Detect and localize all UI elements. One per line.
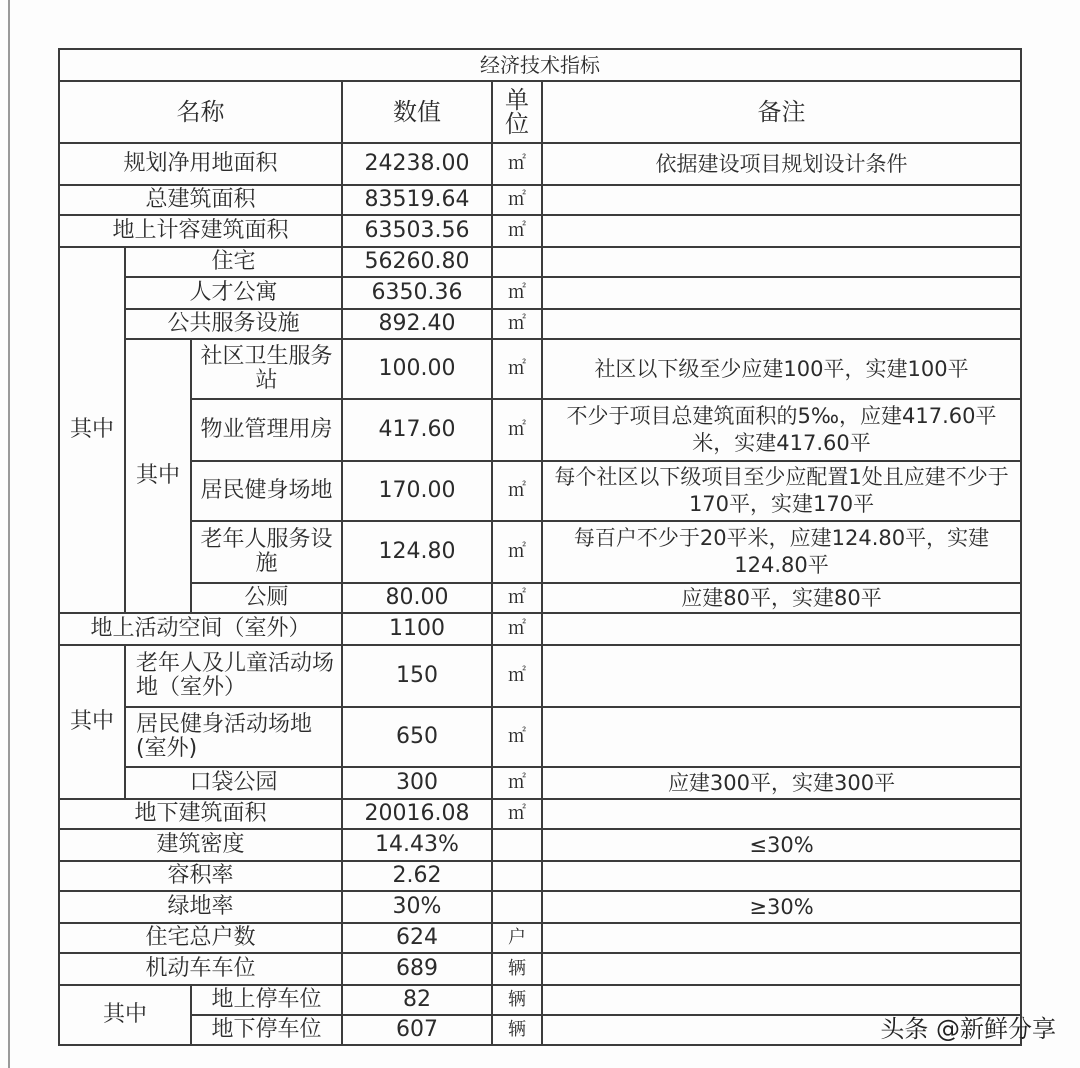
table-row xyxy=(59,399,1021,461)
row-unit: ㎡ xyxy=(492,277,542,309)
row-note: ≥30% xyxy=(542,891,1021,923)
row-unit: ㎡ xyxy=(492,309,542,339)
table-row xyxy=(59,923,1021,953)
group-label: 其中 xyxy=(59,985,191,1045)
row-name: 口袋公园 xyxy=(125,767,342,799)
row-value: 650 xyxy=(342,707,492,767)
row-name: 总建筑面积 xyxy=(59,185,342,215)
header-row xyxy=(59,81,1021,143)
row-unit xyxy=(492,247,542,277)
row-name: 绿地率 xyxy=(59,891,342,923)
row-note xyxy=(542,923,1021,953)
table-row xyxy=(59,143,1021,185)
table-row xyxy=(59,861,1021,891)
row-name: 地下建筑面积 xyxy=(59,799,342,829)
row-value: 20016.08 xyxy=(342,799,492,829)
row-name: 规划净用地面积 xyxy=(59,143,342,185)
row-value: 56260.80 xyxy=(342,247,492,277)
row-unit: ㎡ xyxy=(492,613,542,645)
row-value: 63503.56 xyxy=(342,215,492,247)
table-row xyxy=(59,1015,1021,1045)
row-name: 容积率 xyxy=(59,861,342,891)
row-unit: 辆 xyxy=(492,985,542,1015)
row-name: 机动车车位 xyxy=(59,953,342,985)
row-note xyxy=(542,309,1021,339)
row-unit: ㎡ xyxy=(492,215,542,247)
row-unit xyxy=(492,861,542,891)
row-value: 689 xyxy=(342,953,492,985)
row-unit: ㎡ xyxy=(492,583,542,613)
row-unit: ㎡ xyxy=(492,461,542,521)
row-unit: ㎡ xyxy=(492,707,542,767)
row-name: 住宅 xyxy=(125,247,342,277)
table-row xyxy=(59,829,1021,861)
row-note: 依据建设项目规划设计条件 xyxy=(542,143,1021,185)
row-note xyxy=(542,185,1021,215)
table-row xyxy=(59,799,1021,829)
row-name: 老年人服务设施 xyxy=(191,521,342,583)
group-label: 其中 xyxy=(59,247,125,613)
row-note xyxy=(542,707,1021,767)
row-value: 80.00 xyxy=(342,583,492,613)
row-unit: ㎡ xyxy=(492,143,542,185)
group-label: 其中 xyxy=(59,645,125,799)
row-unit: 辆 xyxy=(492,953,542,985)
row-note: 每百户不少于20平米，应建124.80平，实建124.80平 xyxy=(542,521,1021,583)
title-row xyxy=(59,49,1021,81)
row-name: 地上活动空间（室外） xyxy=(59,613,342,645)
row-unit: 辆 xyxy=(492,1015,542,1045)
header-unit: 单位 xyxy=(492,81,542,143)
table-row xyxy=(59,645,1021,707)
table-row xyxy=(59,891,1021,923)
row-note xyxy=(542,799,1021,829)
table-row xyxy=(59,339,1021,399)
row-value: 14.43% xyxy=(342,829,492,861)
table-row xyxy=(59,247,1021,277)
row-value: 150 xyxy=(342,645,492,707)
table-row xyxy=(59,707,1021,767)
header-name: 名称 xyxy=(59,81,342,143)
table-row xyxy=(59,521,1021,583)
row-name: 居民健身场地 xyxy=(191,461,342,521)
row-unit: ㎡ xyxy=(492,521,542,583)
row-value: 170.00 xyxy=(342,461,492,521)
row-unit: ㎡ xyxy=(492,339,542,399)
row-value: 6350.36 xyxy=(342,277,492,309)
row-name: 地下停车位 xyxy=(191,1015,342,1045)
row-unit: ㎡ xyxy=(492,645,542,707)
row-unit: ㎡ xyxy=(492,399,542,461)
row-name: 公厕 xyxy=(191,583,342,613)
row-unit: ㎡ xyxy=(492,185,542,215)
row-note: 应建80平，实建80平 xyxy=(542,583,1021,613)
page-edge-line xyxy=(8,0,10,1068)
watermark-text: 头条 @新鲜分享 xyxy=(880,1015,1056,1043)
row-note: ≤30% xyxy=(542,829,1021,861)
row-value: 607 xyxy=(342,1015,492,1045)
row-value: 30% xyxy=(342,891,492,923)
row-note xyxy=(542,953,1021,985)
table-row xyxy=(59,215,1021,247)
row-note xyxy=(542,861,1021,891)
row-name: 建筑密度 xyxy=(59,829,342,861)
row-note xyxy=(542,277,1021,309)
row-note xyxy=(542,215,1021,247)
row-value: 82 xyxy=(342,985,492,1015)
row-value: 24238.00 xyxy=(342,143,492,185)
row-value: 83519.64 xyxy=(342,185,492,215)
row-value: 100.00 xyxy=(342,339,492,399)
row-value: 1100 xyxy=(342,613,492,645)
row-name: 人才公寓 xyxy=(125,277,342,309)
row-value: 124.80 xyxy=(342,521,492,583)
table-row xyxy=(59,767,1021,799)
row-name: 地上计容建筑面积 xyxy=(59,215,342,247)
row-name: 社区卫生服务站 xyxy=(191,339,342,399)
table-row xyxy=(59,185,1021,215)
row-name: 公共服务设施 xyxy=(125,309,342,339)
row-note: 社区以下级至少应建100平，实建100平 xyxy=(542,339,1021,399)
table-row xyxy=(59,277,1021,309)
table-row xyxy=(59,309,1021,339)
row-unit: ㎡ xyxy=(492,767,542,799)
row-unit xyxy=(492,829,542,861)
row-unit xyxy=(492,891,542,923)
row-name: 地上停车位 xyxy=(191,985,342,1015)
row-note xyxy=(542,613,1021,645)
table-row xyxy=(59,613,1021,645)
table-row xyxy=(59,985,1021,1015)
row-note xyxy=(542,645,1021,707)
header-value: 数值 xyxy=(342,81,492,143)
row-note xyxy=(542,247,1021,277)
row-name: 居民健身活动场地(室外) xyxy=(125,707,342,767)
table-row xyxy=(59,953,1021,985)
row-value: 2.62 xyxy=(342,861,492,891)
row-unit: ㎡ xyxy=(492,799,542,829)
row-note: 不少于项目总建筑面积的5‰，应建417.60平米，实建417.60平 xyxy=(542,399,1021,461)
row-value: 624 xyxy=(342,923,492,953)
row-name: 住宅总户数 xyxy=(59,923,342,953)
row-name: 老年人及儿童活动场地（室外） xyxy=(125,645,342,707)
row-unit: 户 xyxy=(492,923,542,953)
row-value: 300 xyxy=(342,767,492,799)
row-value: 417.60 xyxy=(342,399,492,461)
table-title: 经济技术指标 xyxy=(59,49,1021,81)
subgroup-label: 其中 xyxy=(125,339,191,613)
economic-indicators-table xyxy=(58,48,1022,1046)
row-value: 892.40 xyxy=(342,309,492,339)
row-note: 每个社区以下级项目至少应配置1处且应建不少于170平，实建170平 xyxy=(542,461,1021,521)
table-row xyxy=(59,461,1021,521)
table-row xyxy=(59,583,1021,613)
header-note: 备注 xyxy=(542,81,1021,143)
row-note: 应建300平，实建300平 xyxy=(542,767,1021,799)
row-name: 物业管理用房 xyxy=(191,399,342,461)
